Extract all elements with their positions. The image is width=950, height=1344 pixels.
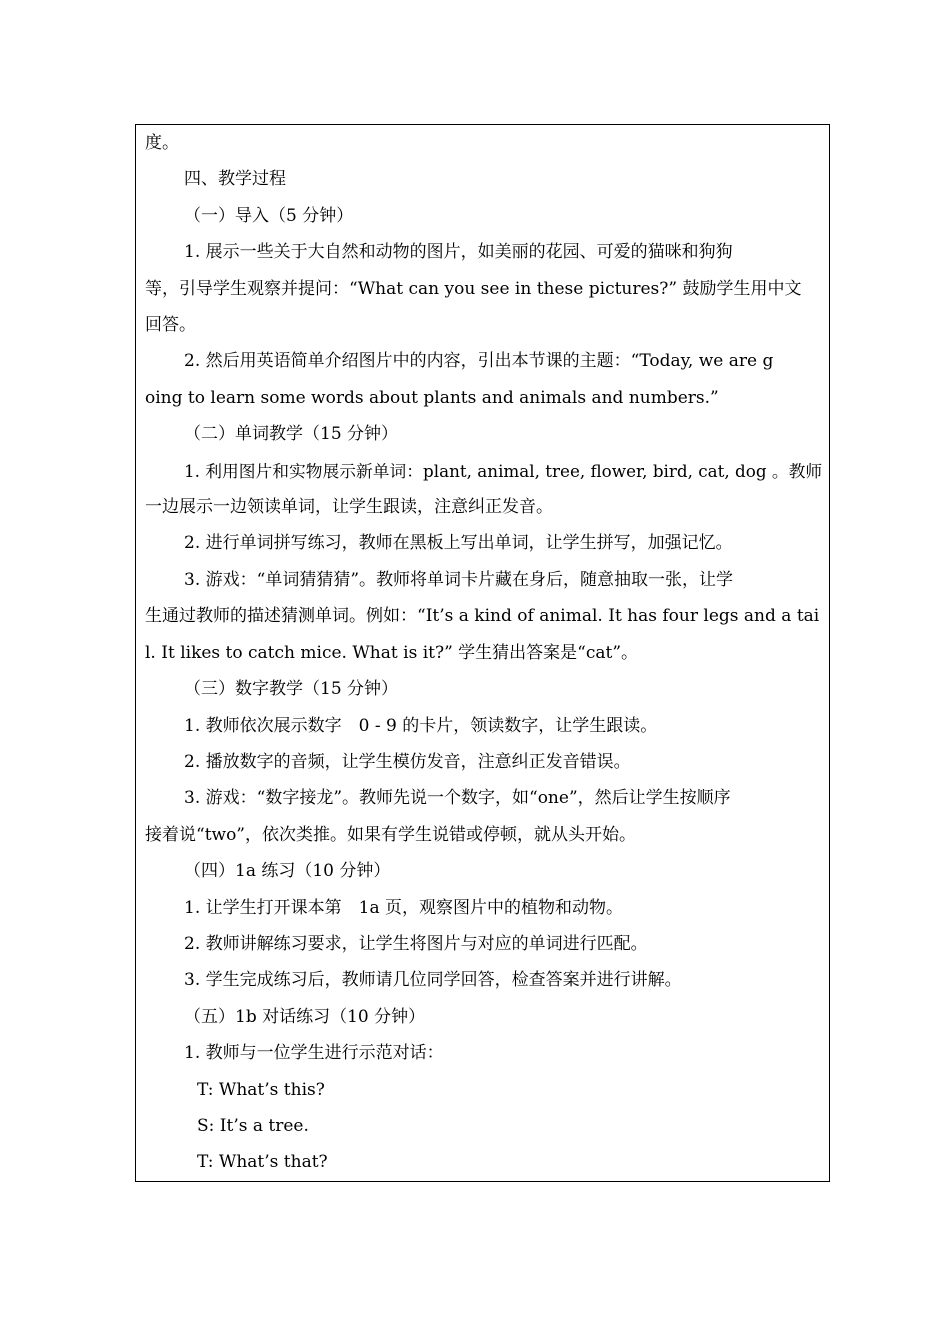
subsection-heading-numbers: （三）数字教学（15 分钟）: [184, 679, 399, 700]
lesson-plan-content: [145, 125, 822, 1181]
text-line: 度。: [145, 133, 179, 153]
subsection-heading-1a-practice: （四）1a 练习（10 分钟）: [184, 861, 391, 882]
text-line: 2. 然后用英语简单介绍图片中的内容，引出本节课的主题：“Today, we are g: [184, 351, 774, 372]
text-line: 3. 游戏：“单词猜猜猜”。教师将单词卡片藏在身后，随意抽取一张，让学: [184, 569, 734, 590]
text-line: 1. 展示一些关于大自然和动物的图片，如美丽的花园、可爱的猫咪和狗狗: [184, 242, 733, 263]
section-heading-teaching-process: 四、教学过程: [184, 169, 286, 190]
text-line: 3. 学生完成练习后，教师请几位同学回答，检查答案并进行讲解。: [184, 970, 682, 991]
text-line: 生通过教师的描述猜测单词。例如：“It’s a kind of animal. It has four legs and a tai: [145, 606, 820, 627]
dialog-line: T: What’s that?: [197, 1152, 328, 1173]
text-line: 3. 游戏：“数字接龙”。教师先说一个数字，如“one”，然后让学生按顺序: [184, 788, 731, 809]
text-line: 2. 教师讲解练习要求，让学生将图片与对应的单词进行匹配。: [184, 933, 648, 954]
text-line: 接着说“two”，依次类推。如果有学生说错或停顿，就从头开始。: [145, 824, 636, 845]
text-line: 1. 利用图片和实物展示新单词：plant, animal, tree, flower, bird, cat, dog 。教师: [184, 460, 823, 481]
text-line: 1. 教师依次展示数字 0 - 9 的卡片，领读数字，让学生跟读。: [184, 715, 658, 736]
dialog-line: S: It’s a tree.: [197, 1115, 309, 1136]
text-line: 1. 让学生打开课本第 1a 页，观察图片中的植物和动物。: [184, 897, 623, 918]
text-line: l. It likes to catch mice. What is it?” 学生猜出答案是“cat”。: [145, 642, 639, 663]
text-line: 2. 进行单词拼写练习，教师在黑板上写出单词，让学生拼写，加强记忆。: [184, 533, 733, 554]
subsection-heading-1b-dialog: （五）1b 对话练习（10 分钟）: [184, 1006, 426, 1027]
text-line: 一边展示一边领读单词，让学生跟读，注意纠正发音。: [145, 497, 553, 518]
dialog-line: T: What’s this?: [197, 1079, 325, 1100]
text-line: 等，引导学生观察并提问：“What can you see in these pictures?” 鼓励学生用中文: [145, 278, 802, 299]
text-line: 2. 播放数字的音频，让学生模仿发音，注意纠正发音错误。: [184, 751, 631, 772]
text-line: 1. 教师与一位学生进行示范对话：: [184, 1043, 444, 1064]
subsection-heading-vocabulary: （二）单词教学（15 分钟）: [184, 424, 399, 445]
lesson-plan-frame: [135, 124, 830, 1182]
text-line: oing to learn some words about plants and animals and numbers.”: [145, 387, 719, 408]
subsection-heading-intro: （一）导入（5 分钟）: [184, 205, 354, 226]
text-line: 回答。: [145, 315, 196, 336]
